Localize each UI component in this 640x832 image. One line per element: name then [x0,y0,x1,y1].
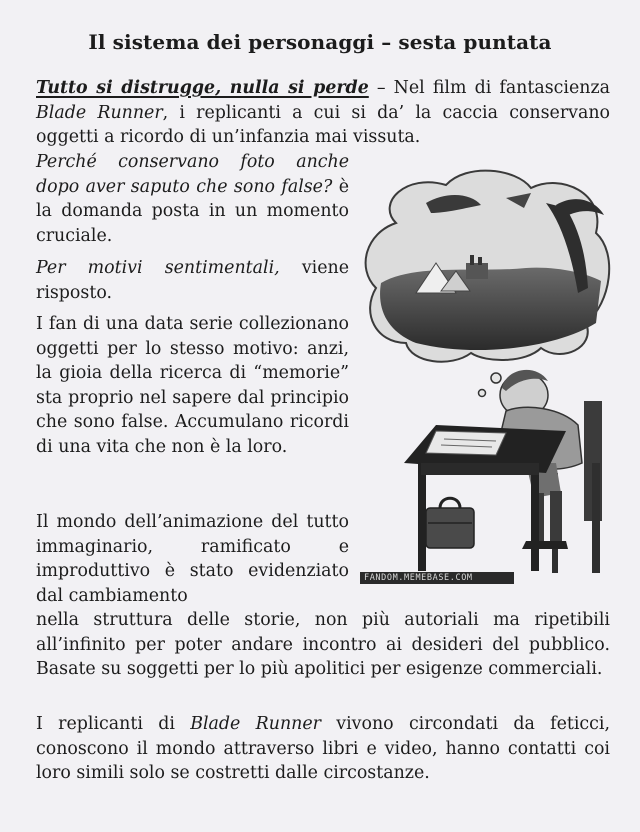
paragraph-replicants [36,712,610,786]
text-run: – Nel film di fantascienza [368,78,610,98]
thought-bubble [479,390,486,397]
illustration-daydreaming-boy [356,163,620,585]
paragraph-answer [36,256,349,305]
paragraph-fans: I fan di una data serie collezionano oggetti per lo stesso motivo: anzi, la gioia della ricerca di “memorie” sta proprio nel sapere dal principio che sono false. Accumulano ricordi di una vita che non è la loro. [36,314,349,457]
paragraph-intro [36,76,610,150]
answer-text: Per motivi sentimentali, [36,258,280,278]
thought-bubble [491,373,501,383]
text-run: I replicanti di [36,714,191,734]
text-run: è la domanda posta in un momento cruciale. [36,176,349,246]
school-bag [426,498,474,548]
paragraph-intro-continued [36,150,349,248]
text-run: vivono circondati da feticci, conoscono il mondo attraverso libri e video, hanno contatti coi loro simili solo se costretti dalle circostanze. [36,714,610,783]
film-title: Blade Runner [36,102,163,123]
paragraph-animation: Il mondo dell’animazione del tutto immaginario, ramificato e improduttivo è stato evidenziato dal cambiamento [36,512,349,606]
image-watermark: FANDOM.MEMEBASE.COM [360,572,514,584]
paragraph-lead: Tutto si distrugge, nulla si perde [36,78,369,98]
page-title: Il sistema dei personaggi – sesta puntata [88,30,552,54]
film-title: Blade Runner [190,714,321,734]
paragraph-animation-continued: nella struttura delle storie, non più autoriali ma ripetibili all’infinito per poter andare incontro ai desideri del pubblico. Basate su soggetti per lo più apolitici per esigenze commerciali. [36,610,610,679]
text-run: , i replicanti a cui si da’ la caccia conservano oggetti a ricordo di un’infanzia mai vissuta. [36,102,610,147]
text-run: viene risposto. [36,258,350,303]
question-text: Perché conservano foto anche dopo aver saputo che sono false? [36,152,349,197]
dream-cloud [366,171,610,362]
